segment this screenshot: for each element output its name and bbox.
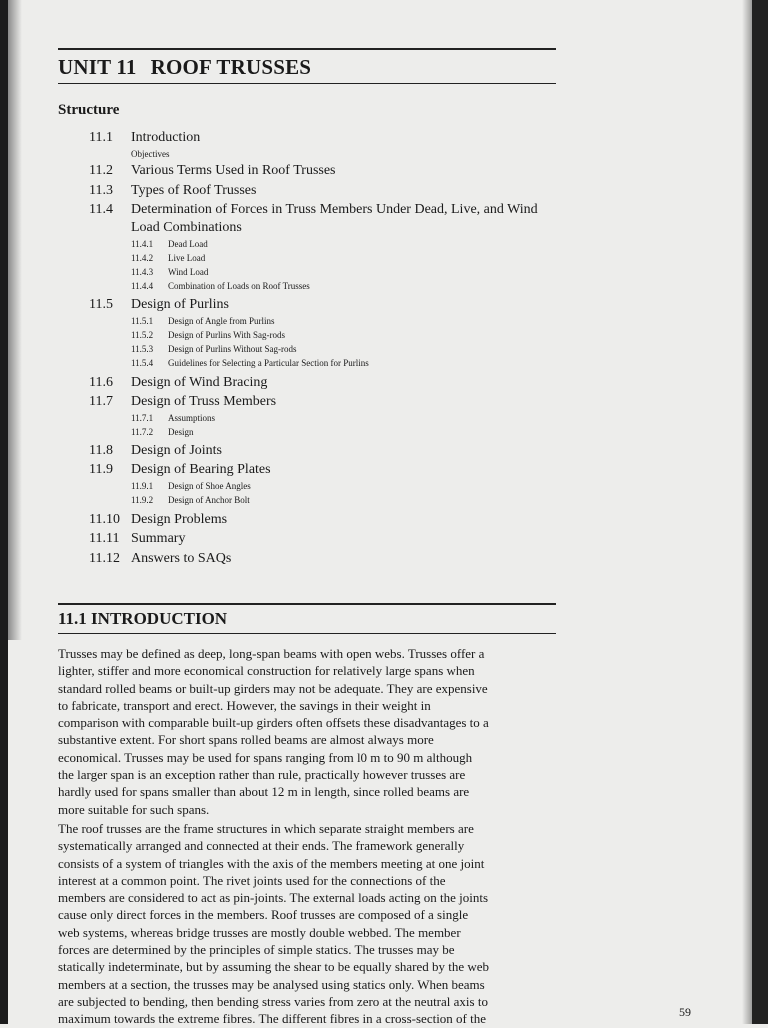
toc-title: Answers to SAQs — [131, 551, 232, 566]
text-line: cause only direct forces in the members. Roof trusses are composed of a single — [58, 907, 469, 923]
text-line: consists of a system of triangles with the axis of the members meeting at one joint — [58, 855, 485, 871]
toc-item — [89, 296, 229, 313]
toc-item — [89, 461, 271, 478]
text-line: members at a section, the trusses may be analysed using statics only. When beams — [58, 976, 485, 992]
gutter-shadow — [8, 0, 22, 640]
toc-item — [89, 393, 276, 410]
toc-number: 11.4 — [89, 202, 113, 217]
toc-number: 11.2 — [89, 163, 113, 178]
toc-subitem: 11.7.2 Design — [131, 427, 194, 437]
toc-item — [89, 530, 185, 547]
toc-item — [89, 182, 256, 199]
toc-title: Various Terms Used in Roof Trusses — [131, 163, 336, 178]
text-line: the larger span is an exception rather than rule, practically however trusses are — [58, 767, 466, 783]
text-line: systematically arranged and connected at their ends. The framework generally — [58, 838, 465, 854]
toc-title: Design of Wind Bracing — [131, 375, 268, 390]
toc-subitem: 11.4.2 Live Load — [131, 253, 206, 263]
toc-number: 11.11 — [89, 531, 120, 546]
toc-number: 11.1 — [89, 130, 113, 145]
text-line: comparison with comparable built-up girders often offsets these disadvantages to a — [58, 715, 489, 731]
text-line: web systems, whereas bridge trusses are mostly double webbed. The member — [58, 924, 461, 940]
text-line: The roof trusses are the frame structures in which separate straight members are — [58, 821, 474, 836]
text-line: standard rolled beams or built-up girders may not be adequate. They are expensive — [58, 680, 488, 696]
toc-subitem: 11.5.2 Design of Purlins With Sag-rods — [131, 330, 285, 340]
text-line: substantive extent. For short spans rolled beams are almost always more — [58, 732, 434, 748]
toc-title: Types of Roof Trusses — [131, 183, 257, 198]
text-line: economical. Trusses may be used for spans ranging from l0 m to 90 m although — [58, 749, 473, 765]
toc-title: Design of Purlins — [131, 297, 229, 312]
paragraph-introduction-1 — [58, 645, 528, 818]
toc-number: 11.10 — [89, 512, 120, 527]
toc-item — [89, 550, 231, 567]
text-line: more suitable for such spans. — [58, 801, 210, 817]
toc-number: 11.12 — [89, 551, 120, 566]
text-line: interest at a common point. The rivet joints used for the connections of the — [58, 872, 446, 888]
unit-name: ROOF TRUSSES — [150, 55, 312, 79]
toc-title: Design of Bearing Plates — [131, 462, 271, 477]
toc-subitem: 11.4.3 Wind Load — [131, 267, 209, 277]
text-line: maximum towards the extreme fibres. The different fibres in a cross-section of the — [58, 1011, 487, 1027]
toc-item — [89, 442, 222, 459]
text-line: members are considered to act as pin-joints. The external loads acting on the joints — [58, 890, 489, 906]
toc-subitem: 11.9.2 Design of Anchor Bolt — [131, 495, 250, 505]
toc-subitem: 11.5.1 Design of Angle from Purlins — [131, 316, 275, 326]
top-rule — [58, 48, 556, 50]
toc-title-continued: Load Combinations — [131, 220, 242, 235]
toc-title: Determination of Forces in Truss Members Under Dead, Live, and Wind — [131, 202, 538, 217]
toc-title: Summary — [131, 531, 186, 546]
toc-number: 11.3 — [89, 183, 113, 198]
paragraph-introduction-2 — [58, 820, 528, 1028]
page-number: 59 — [679, 1005, 691, 1019]
text-line: lighter, stiffer and more economical construction for relatively large spans when — [58, 663, 475, 679]
toc-title: Design Problems — [131, 512, 228, 527]
section-heading: 11.1 INTRODUCTION — [58, 609, 228, 628]
book-spine-shadow — [0, 0, 8, 1024]
structure-heading: Structure — [58, 102, 120, 118]
toc-number: 11.7 — [89, 394, 113, 409]
toc-item — [89, 201, 538, 218]
toc-subitem: 11.5.4 Guidelines for Selecting a Particular Section for Purlins — [131, 358, 369, 368]
text-line: Trusses may be defined as deep, long-span beams with open webs. Trusses offer a — [58, 646, 485, 661]
section-rule-bottom — [58, 633, 556, 634]
toc-subitem: 11.4.4 Combination of Loads on Roof Trusses — [131, 281, 310, 291]
toc-title: Introduction — [131, 130, 201, 145]
text-line: hardly used for spans smaller than about 12 m in length, since rolled beams are — [58, 784, 470, 800]
text-line: are subjected to bending, then bending stress varies from zero at the neutral axis to — [58, 993, 488, 1009]
text-line: statically indeterminate, but by assuming the shear to be equally shared by the web — [58, 959, 490, 975]
text-line: to fabricate, transport and erect. However, the savings in their weight in — [58, 697, 431, 713]
title-underline — [58, 83, 556, 84]
toc-subitem: Objectives — [131, 149, 170, 159]
toc-number: 11.5 — [89, 297, 113, 312]
toc-item — [89, 129, 200, 146]
toc-title: Design of Joints — [131, 443, 222, 458]
unit-number: UNIT 11 — [58, 55, 137, 79]
toc-subitem: 11.4.1 Dead Load — [131, 239, 208, 249]
toc-item — [89, 162, 336, 179]
toc-number: 11.9 — [89, 462, 113, 477]
section-rule-top — [58, 603, 556, 605]
toc-subitem: 11.9.1 Design of Shoe Angles — [131, 481, 251, 491]
toc-number: 11.6 — [89, 375, 113, 390]
page-edge-shadow — [742, 0, 752, 1024]
text-line: forces are determined by the principles of simple statics. The trusses may be — [58, 942, 455, 958]
toc-subitem: 11.7.1 Assumptions — [131, 413, 216, 423]
toc-number: 11.8 — [89, 443, 113, 458]
page-edge-dark — [752, 0, 768, 1024]
toc-subitem: 11.5.3 Design of Purlins Without Sag-rods — [131, 344, 297, 354]
toc-item — [89, 511, 227, 528]
toc-item — [89, 374, 267, 391]
toc-title: Design of Truss Members — [131, 394, 277, 409]
unit-title — [58, 55, 311, 80]
